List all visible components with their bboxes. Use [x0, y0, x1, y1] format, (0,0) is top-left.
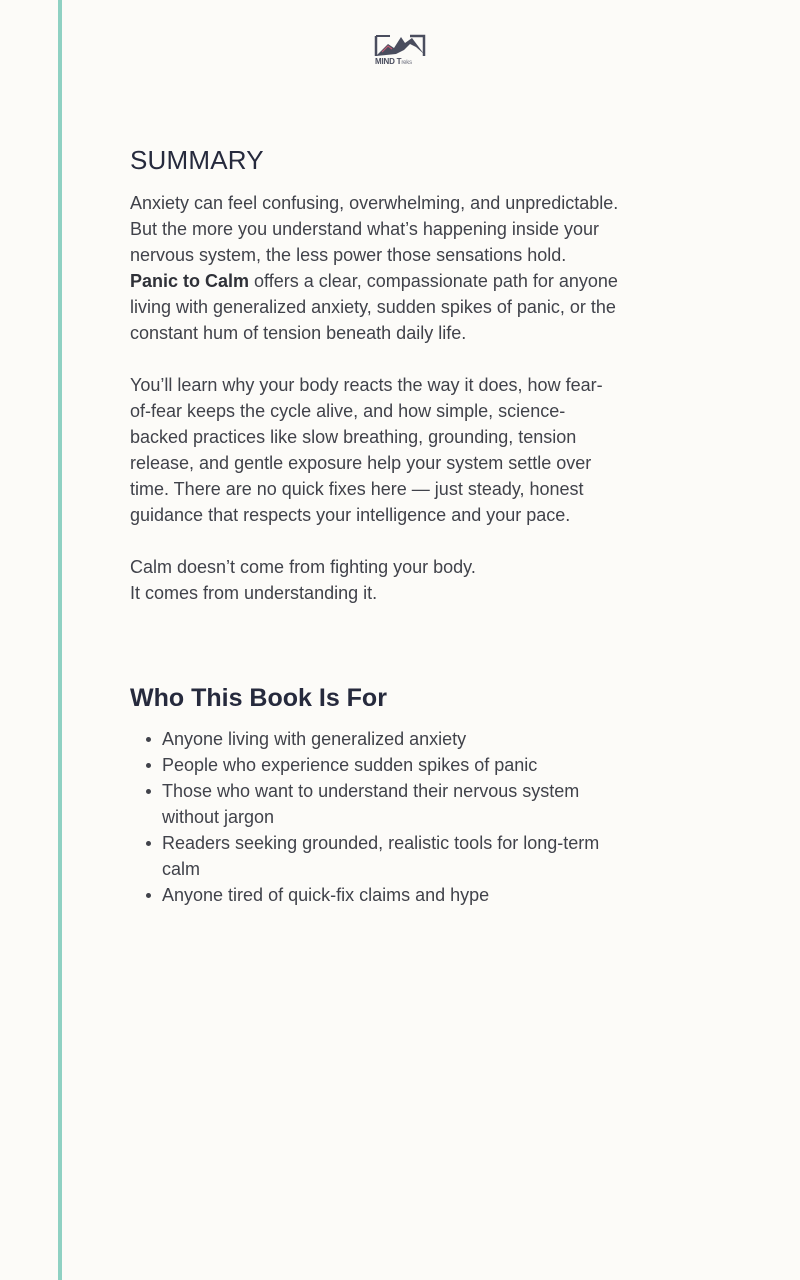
summary-heading: SUMMARY — [130, 145, 264, 175]
text-line: release, and gentle exposure help your system settle over — [130, 453, 592, 473]
text-line: But the more you understand what’s happening inside your — [130, 219, 599, 239]
list-item — [162, 752, 662, 778]
summary-paragraph-1 — [130, 190, 675, 346]
list-item-text: Anyone living with generalized anxiety — [162, 729, 467, 749]
list-item-text: Readers seeking grounded, realistic tools for long-term — [162, 833, 600, 853]
bullet-icon — [146, 893, 151, 898]
text-line: time. There are no quick fixes here — just steady, honest — [130, 479, 584, 499]
text-line: Calm doesn’t come from fighting your body. — [130, 557, 476, 577]
list-item — [162, 830, 662, 882]
text-line: Anxiety can feel confusing, overwhelming, and unpredictable. — [130, 193, 619, 213]
text-line: You’ll learn why your body reacts the way it does, how fear- — [130, 375, 603, 395]
list-item-text: Those who want to understand their nervous system — [162, 781, 580, 801]
text-line: of-fear keeps the cycle alive, and how simple, science- — [130, 401, 566, 421]
text-segment: offers a clear, compassionate path for anyone — [249, 271, 618, 291]
list-item-text: Anyone tired of quick-fix claims and hype — [162, 885, 490, 905]
mind-treks-logo — [374, 34, 426, 70]
logo-text-small: reks — [401, 60, 412, 66]
summary-body — [130, 190, 675, 606]
text-line — [130, 268, 675, 294]
text-line: constant hum of tension beneath daily life. — [130, 323, 467, 343]
list-item-text: without jargon — [162, 807, 275, 827]
bullet-icon — [146, 789, 151, 794]
list-item — [162, 726, 662, 752]
list-item — [162, 778, 662, 830]
accent-border-bar — [58, 0, 62, 1280]
logo-text-main: MIND T — [375, 57, 402, 66]
summary-paragraph-2 — [130, 372, 675, 528]
text-line: nervous system, the less power those sensations hold. — [130, 245, 567, 265]
text-line: living with generalized anxiety, sudden spikes of panic, or the — [130, 297, 616, 317]
mountain-icon — [374, 34, 426, 58]
audience-heading: Who This Book Is For — [130, 684, 387, 712]
list-item-text: People who experience sudden spikes of panic — [162, 755, 538, 775]
text-line: backed practices like slow breathing, grounding, tension — [130, 427, 577, 447]
bullet-icon — [146, 841, 151, 846]
bullet-icon — [146, 737, 151, 742]
book-description — [130, 140, 675, 905]
book-title-bold: Panic to Calm — [130, 271, 250, 291]
text-line: guidance that respects your intelligence and your pace. — [130, 505, 571, 525]
audience-list — [130, 726, 662, 908]
summary-paragraph-3 — [130, 554, 675, 606]
text-line: It comes from understanding it. — [130, 583, 378, 603]
logo-wordmark — [375, 57, 412, 66]
bullet-icon — [146, 763, 151, 768]
list-item — [162, 882, 662, 908]
list-item-text: calm — [162, 859, 201, 879]
